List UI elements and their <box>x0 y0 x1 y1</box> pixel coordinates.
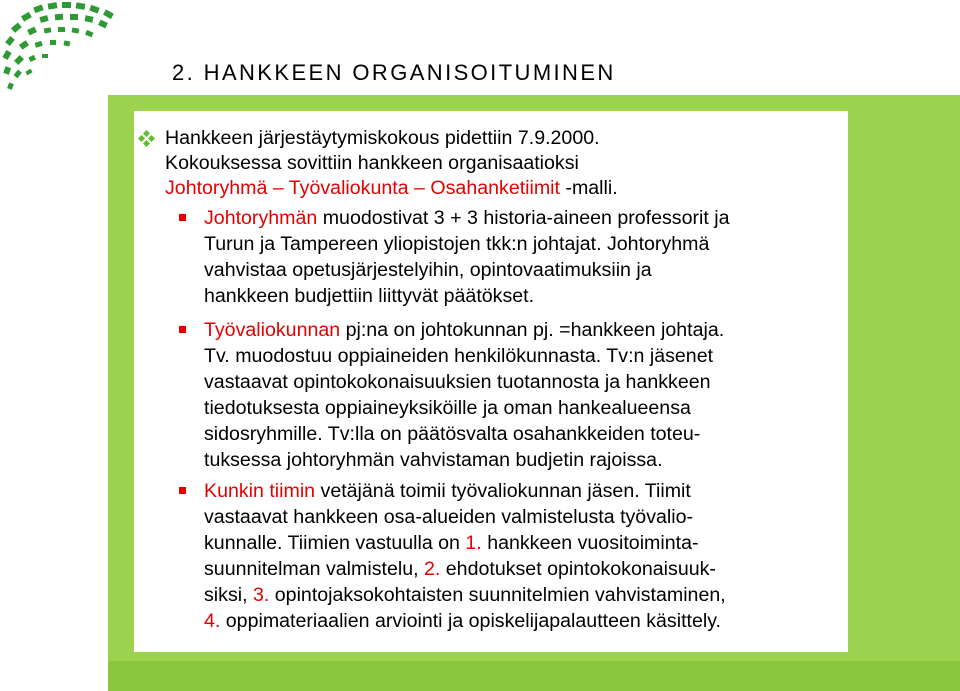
bullet2-line-3: vastaavat opintokokonaisuuksien tuotannosta ja hankkeen <box>204 371 711 393</box>
task-number-4: 4. <box>204 610 221 632</box>
bullet3-line-2: vastaavat hankkeen osa-alueiden valmistelusta työvalio- <box>204 506 694 528</box>
bullet3-line-3-text-b: hankkeen vuositoiminta- <box>481 532 699 554</box>
intro-line-2: Kokouksessa sovittiin hankkeen organisaatioksi <box>165 152 579 174</box>
bullet2-line-1-text: pj:na on johtokunnan pj. =hankkeen johtaja. <box>340 319 725 341</box>
intro-line-1: Hankkeen järjestäytymiskokous pidettiin 7.9.2000. <box>165 127 600 149</box>
bullet3-line-3-text-a: kunnalle. Tiimien vastuulla on <box>204 532 466 554</box>
bullet1-line-2: Turun ja Tampereen yliopistojen tkk:n johtajat. Johtoryhmä <box>204 233 710 255</box>
bullet3-line-6 <box>204 610 721 633</box>
four-diamond-bullet-icon <box>138 130 155 147</box>
bullet1-line-4: hankkeen budjettiin liittyvät päätökset. <box>204 285 535 307</box>
task-number-2: 2. <box>424 558 441 580</box>
bullet3-line-5 <box>204 584 726 607</box>
bullet1-line-3: vahvistaa opetusjärjestelyihin, opintovaatimuksiin ja <box>204 259 652 281</box>
green-dots-logo-icon <box>0 0 160 95</box>
bullet3-keyword: Kunkin tiimin <box>204 480 316 502</box>
bullet3-line-1-text: vetäjänä toimii työvaliokunnan jäsen. Tiimit <box>315 480 691 502</box>
bullet1-line-1-text: muodostivat 3 + 3 historia-aineen professorit ja <box>317 207 730 229</box>
red-square-bullet-icon <box>179 214 186 221</box>
bullet2-line-5: sidosryhmille. Tv:lla on päätösvalta osahankkeiden toteu- <box>204 423 701 445</box>
bullet2-keyword: Työvaliokunnan <box>204 319 341 341</box>
bullet3-line-3 <box>204 532 699 555</box>
bullet3-line-4-text-b: ehdotukset opintokokonaisuuk- <box>440 558 716 580</box>
bullet1-line-1 <box>204 207 730 230</box>
bullet2-line-1 <box>204 319 724 342</box>
red-square-bullet-icon <box>179 487 186 494</box>
bullet3-line-5-text-a: siksi, <box>204 584 253 606</box>
bullet2-line-6: tuksessa johtoryhmän vahvistaman budjetin rajoissa. <box>204 449 663 471</box>
org-model-suffix: -malli. <box>559 177 618 199</box>
bullet3-line-4 <box>204 558 716 581</box>
content-panel <box>134 111 848 652</box>
bullet2-line-4: tiedotuksesta oppiaineyksiköille ja oman hankealueensa <box>204 397 691 419</box>
task-number-3: 3. <box>252 584 270 606</box>
red-square-bullet-icon <box>179 326 186 333</box>
green-frame-bottom-stripe <box>108 661 960 691</box>
bullet3-line-4-text-a: suunnitelman valmistelu, <box>204 558 424 580</box>
bullet3-line-6-text: oppimateriaalien arviointi ja opiskelijapalautteen käsittely. <box>220 610 721 632</box>
bullet1-keyword: Johtoryhmän <box>204 207 318 229</box>
intro-line-3 <box>165 177 618 200</box>
page-title: 2. HANKKEEN ORGANISOITUMINEN <box>172 59 616 85</box>
bullet3-line-1 <box>204 480 691 503</box>
bullet3-line-5-text-b: opintojaksokohtaisten suunnitelmien vahvistaminen, <box>269 584 726 606</box>
bullet2-line-2: Tv. muodostuu oppiaineiden henkilökunnasta. Tv:n jäsenet <box>204 345 714 367</box>
org-model-name: Johtoryhmä – Työvaliokunta – Osahanketiimit <box>165 177 560 199</box>
task-number-1: 1. <box>465 532 482 554</box>
